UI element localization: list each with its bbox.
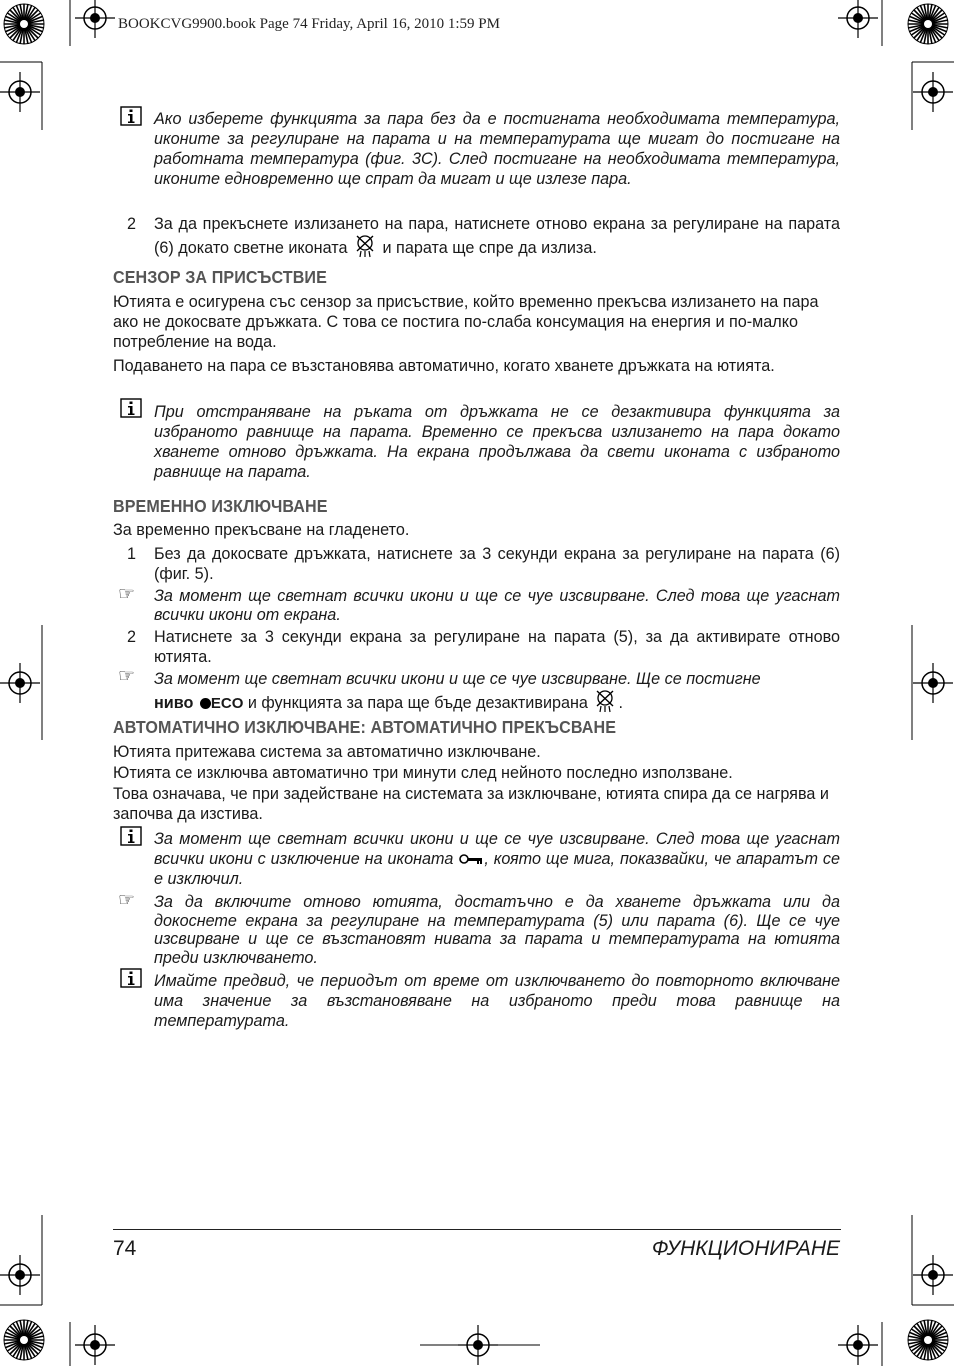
heading-presence-sensor: СЕНЗОР ЗА ПРИСЪСТВИЕ <box>113 267 327 287</box>
paragraph-steam-resume: Подаването на пара се възстановява автоматично, когато хванете дръжката на ютията. <box>113 357 775 375</box>
section-title: ФУНКЦИОНИРАНЕ <box>651 1237 840 1260</box>
step-number: 2 <box>127 215 137 233</box>
tip-eco-level-end: . <box>618 694 623 712</box>
info-icon <box>120 968 142 988</box>
book-header: BOOKCVG9900.book Page 74 Friday, April 16, 2010 1:59 PM <box>118 16 500 32</box>
note-hand-removal: При отстраняване на ръката от дръжката не се дезактивира функцията за избраното равнище на парата. Временно се прекъсва излизането на пара докато хванете отново дръжката. На екрана продължава да свети иконата с избраното равнище на парата. <box>154 403 840 481</box>
footer-rule <box>113 1229 841 1230</box>
paragraph-sensor-description: Ютията е осигурена със сензор за присъствие, който временно прекъсва излизането на пара ако не докосвате дръжката. С това се постига по-слаба консумация на енергия и по-малко потребление на вода. <box>113 293 819 351</box>
steam-off-icon <box>352 234 378 258</box>
step-stop-steam-text: За да прекъснете излизането на пара, натиснете отново екрана за регулиране на парата (6) докато светне иконата <box>154 215 840 257</box>
paragraph-auto-system: Ютията притежава система за автоматично изключване. <box>113 743 541 761</box>
eco-level-label: ниво <box>154 694 194 712</box>
step-press-steam-screen: Без да докосвате дръжката, натиснете за 3 секунди екрана за регулиране на парата (6) (фиг. 5). <box>154 545 840 583</box>
note-key-icon-text-end: , която ще мига, показвайки, че апаратът се е изключил. <box>154 850 840 888</box>
step-number: 1 <box>127 545 137 563</box>
paragraph-auto-meaning: Това означава, че при задействане на системата за изключване, ютията спира да се нагрява и започва да изстива. <box>113 785 829 823</box>
step-number: 2 <box>127 628 137 646</box>
pointing-hand-icon: ☞ <box>118 584 136 605</box>
pointing-hand-icon: ☞ <box>118 666 136 687</box>
step-reactivate-iron: Натиснете за 3 секунди екрана за регулиране на парата (5), за да активирате отново ютията. <box>154 628 840 666</box>
tip-eco-level <box>154 669 840 714</box>
page-number: 74 <box>113 1237 137 1260</box>
note-key-icon-blink <box>154 829 840 889</box>
key-icon <box>458 852 484 866</box>
steam-off-icon <box>592 689 618 713</box>
paragraph-auto-three-minutes: Ютията се изключва автоматично три минути след нейното последно използване. <box>113 764 733 782</box>
heading-auto-shutdown: АВТОМАТИЧНО ИЗКЛЮЧВАНЕ: АВТОМАТИЧНО ПРЕКЪСВАНЕ <box>113 717 617 737</box>
step-stop-steam-text-end: и парата ще спре да излиза. <box>382 239 597 257</box>
tip-eco-level-text-2: и функцията за пара ще бъде дезактивирана <box>247 694 588 712</box>
step-stop-steam <box>154 214 840 258</box>
tip-restart-iron: За да включите отново ютията, достатъчно е да хванете дръжката или да докоснете екрана за регулиране на температурата (5) или парата (6). Ще се чуе изсвирване и ще се възстановят нивата за парата и температурата на ютията преди изключването. <box>154 893 840 967</box>
info-icon <box>120 398 142 418</box>
note-steam-before-temperature: Ако изберете функцията за пара без да е постигната необходимата температура, иконите за регулиране на парата и на температурата ще мигат до постигане на работната температура (фиг. 3С). След постигане на необходимата температура, иконите едновременно ще спрат да мигат и ще излезе пара. <box>154 110 840 188</box>
info-icon <box>120 826 142 846</box>
eco-dot-icon <box>200 698 211 709</box>
heading-temporary-shutdown: ВРЕМЕННО ИЗКЛЮЧВАНЕ <box>113 496 328 516</box>
tip-all-icons-off: За момент ще светнат всички икони и ще се чуе изсвирване. След това ще угаснат всички икони от екрана. <box>154 587 840 624</box>
note-restore-period: Имайте предвид, че периодът от време от изключването до повторното включване има значение за възстановяване на избраното преди това равнище на температурата. <box>154 972 840 1030</box>
info-icon <box>120 106 142 126</box>
paragraph-temporary-interrupt: За временно прекъсване на гладенето. <box>113 521 410 539</box>
note-key-icon-text: За момент ще светнат всички икони и ще се чуе изсвирване. След това ще угаснат всички икони с изключение на иконата <box>154 830 840 868</box>
eco-label: ECO <box>210 695 244 712</box>
pointing-hand-icon: ☞ <box>118 890 136 911</box>
tip-eco-level-text: За момент ще светнат всички икони и ще се чуе изсвирване. Ще се постигне <box>154 670 761 688</box>
